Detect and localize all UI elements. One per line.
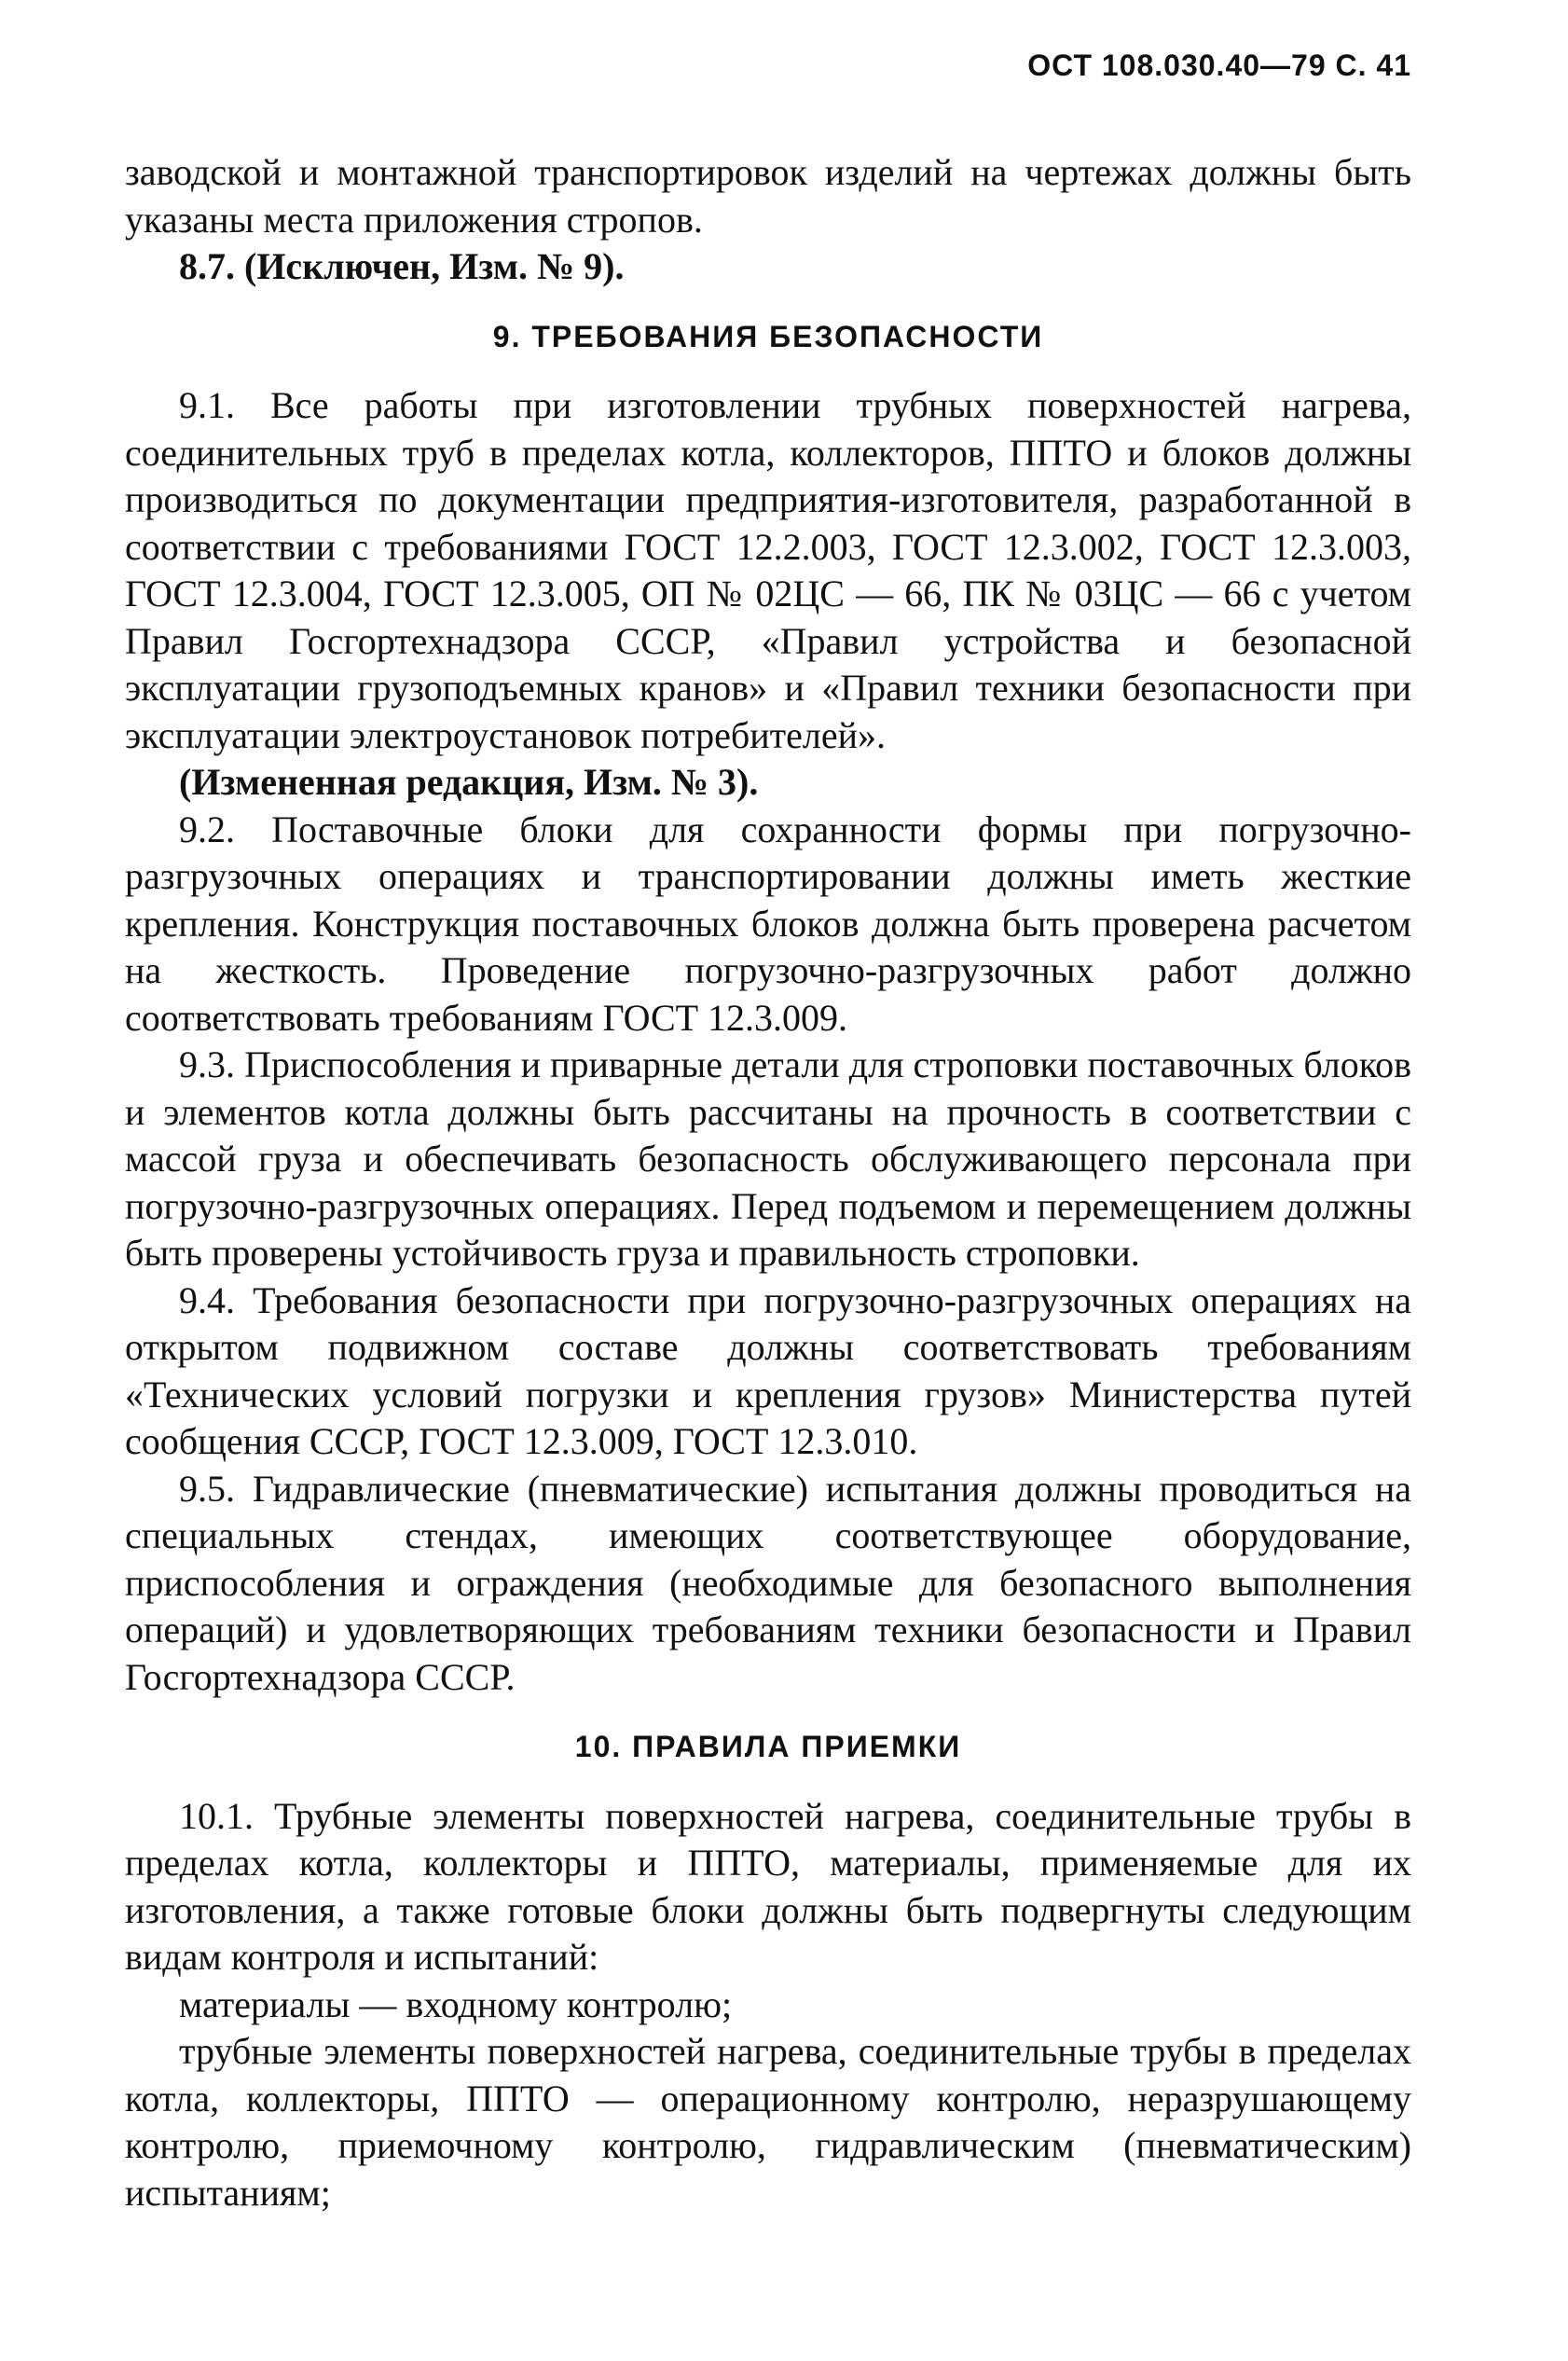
paragraph-10-1-tube-elements: трубные элементы поверхностей нагрева, соединительные трубы в пределах котла, коллекторы, ППТО — операционному контролю, неразрушающему контролю, приемочному контролю, гидравлическим (пневматическим) испытаниям; bbox=[125, 2030, 1411, 2214]
section-heading-9: 9. ТРЕБОВАНИЯ БЕЗОПАСНОСТИ bbox=[492, 319, 1044, 353]
paragraph-9-1-note: (Измененная редакция, Изм. № 3). bbox=[179, 761, 759, 803]
paragraph-9-5: 9.5. Гидравлические (пневматические) испытания должны проводиться на специальных стендах, имеющих соответствующее оборудование, приспособления и ограждения (необходимые для безопасного выполнения операций) и удовлетворяющих требованиям техники безопасности и Правил Госгортехнадзора СССР. bbox=[125, 1467, 1411, 1698]
paragraph-8-7: 8.7. (Исключен, Изм. № 9). bbox=[179, 245, 625, 287]
paragraph-intro: заводской и монтажной транспортировок изделий на чертежах должны быть указаны места приложения стропов. bbox=[125, 151, 1411, 241]
paragraph-9-4: 9.4. Требования безопасности при погрузочно-разгрузочных операциях на открытом подвижном составе должны соответствовать требованиям «Технических условий погрузки и крепления грузов» Министерства путей сообщения СССР, ГОСТ 12.3.009, ГОСТ 12.3.010. bbox=[125, 1278, 1411, 1462]
paragraph-9-2: 9.2. Поставочные блоки для сохранности формы при погрузочно-разгрузочных операциях и транспортировании должны иметь жесткие крепления. Конструкция поставочных блоков должна быть проверена расчетом на жесткость. Проведение погрузочно-разгрузочных работ должно соответствовать требованиям ГОСТ 12.3.009. bbox=[125, 808, 1411, 1039]
page-header: ОСТ 108.030.40—79 С. 41 bbox=[1027, 48, 1411, 82]
paragraph-9-3: 9.3. Приспособления и приварные детали для строповки поставочных блоков и элементов котла должны быть рассчитаны на прочность в соответствии с массой груза и обеспечивать безопасность обслуживающего персонала при погрузочно-разгрузочных операциях. Перед подъемом и перемещением должны быть проверены устойчивость груза и правильность строповки. bbox=[125, 1043, 1411, 1274]
paragraph-10-1: 10.1. Трубные элементы поверхностей нагрева, соединительные трубы в пределах котла, коллекторы и ППТО, материалы, применяемые для их изготовления, а также готовые блоки должны быть подвергнуты следующим видам контроля и испытаний: bbox=[125, 1794, 1411, 1978]
section-heading-10: 10. ПРАВИЛА ПРИЕМКИ bbox=[574, 1730, 962, 1763]
paragraph-9-1: 9.1. Все работы при изготовлении трубных поверхностей нагрева, соединительных труб в пределах котла, коллекторов, ППТО и блоков должны производиться по документации предприятия-изготовителя, разработанной в соответствии с требованиями ГОСТ 12.2.003, ГОСТ 12.3.002, ГОСТ 12.3.003, ГОСТ 12.3.004, ГОСТ 12.3.005, ОП № 02ЦС — 66, ПК № 03ЦС — 66 с учетом Правил Госгортехнадзора СССР, «Правил устройства и безопасной эксплуатации грузоподъемных кранов» и «Правил техники безопасности при эксплуатации электроустановок потребителей». bbox=[125, 384, 1411, 756]
document-body bbox=[125, 149, 1411, 2216]
paragraph-10-1-materials: материалы — входному контролю; bbox=[179, 1982, 733, 2025]
